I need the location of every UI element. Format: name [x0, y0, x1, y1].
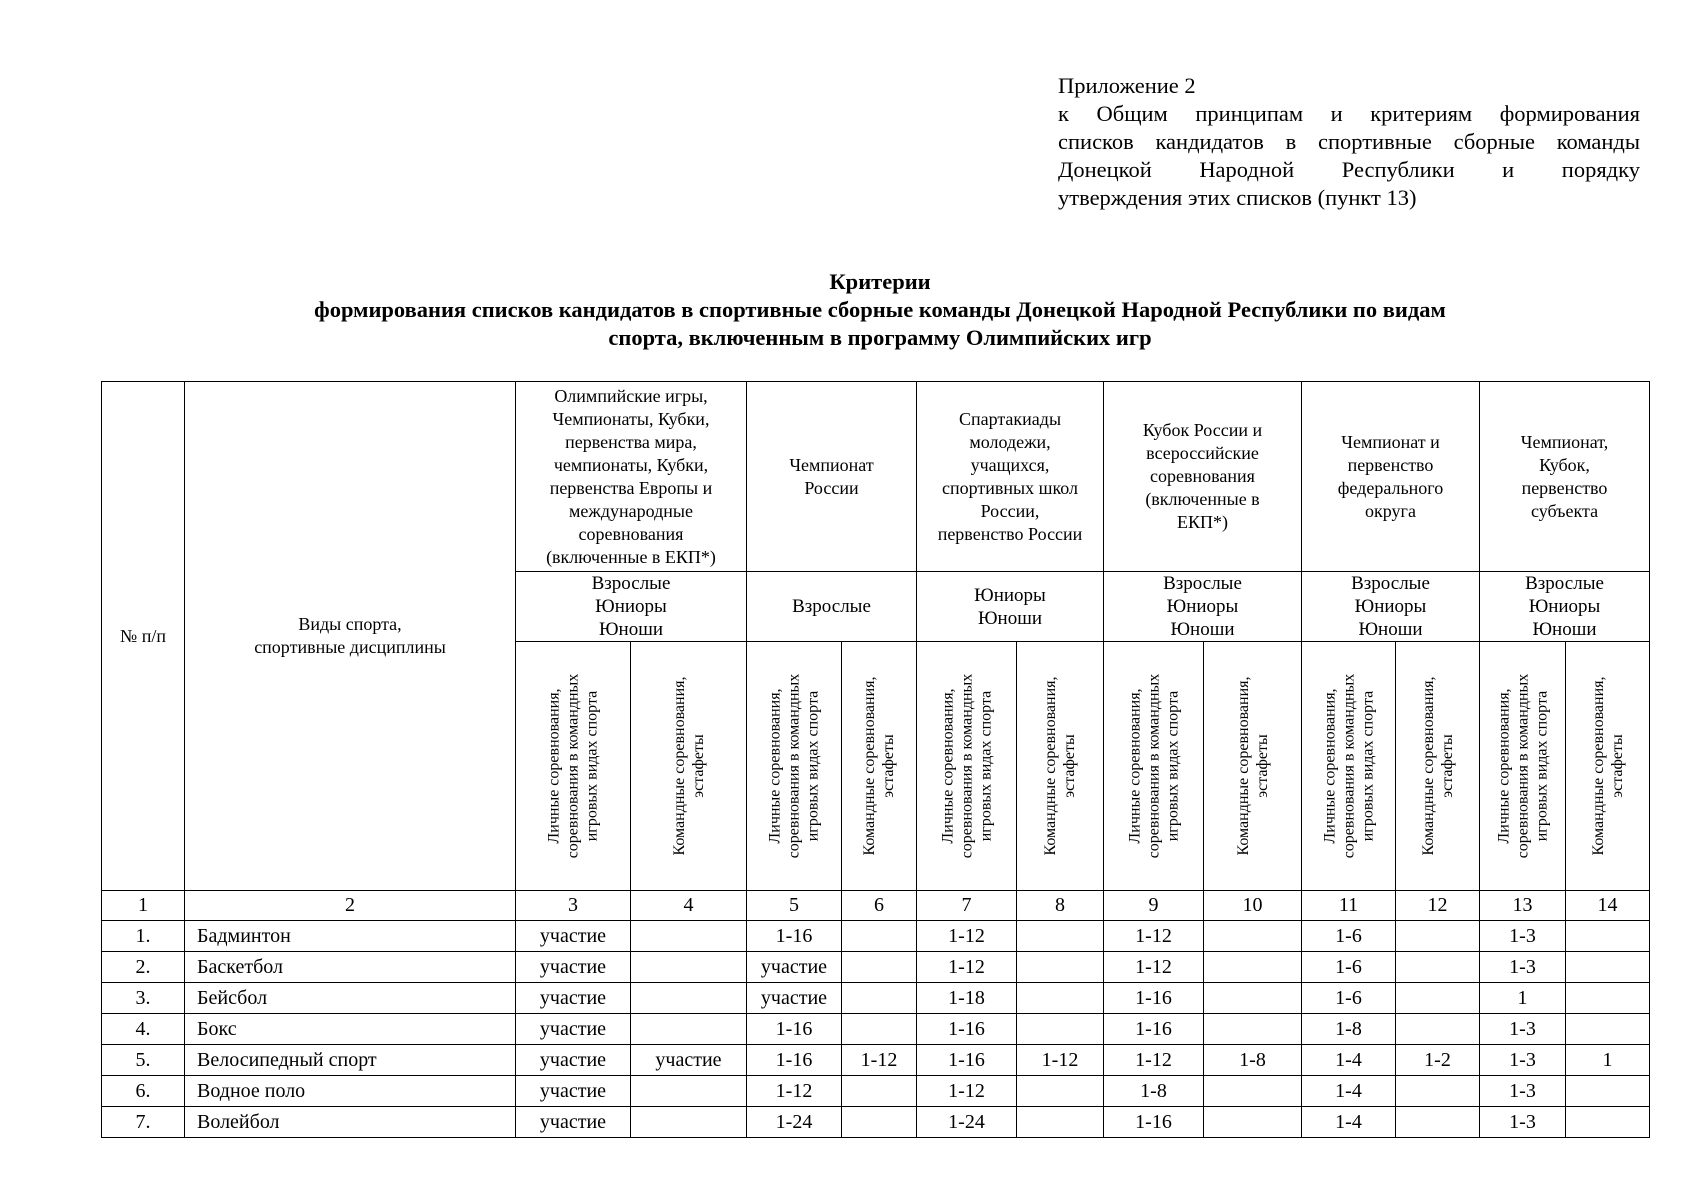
- age-label: Юноши: [1358, 619, 1423, 640]
- criteria-cell: [842, 983, 917, 1014]
- title-line: Критерии: [829, 269, 931, 294]
- row-number: 7.: [102, 1107, 185, 1138]
- personal-competition-header: [747, 642, 842, 891]
- header-line: соревнования: [1150, 466, 1255, 486]
- team-competition-header: [842, 642, 917, 891]
- criteria-cell: [631, 952, 747, 983]
- criteria-cell: [1566, 952, 1650, 983]
- age-group-cell: [1302, 572, 1480, 642]
- criteria-cell: [1204, 1107, 1302, 1138]
- criteria-cell: участие: [747, 983, 842, 1014]
- sport-name: Бейсбол: [185, 983, 516, 1014]
- column-number: 2: [185, 891, 516, 921]
- header-line: субъекта: [1530, 500, 1599, 521]
- row-number: 2.: [102, 952, 185, 983]
- sport-name: Баскетбол: [185, 952, 516, 983]
- column-number: 13: [1480, 891, 1566, 921]
- rotated-label: Командные соревнования, эстафеты: [1234, 676, 1271, 856]
- age-label: Взрослые: [1163, 573, 1242, 594]
- table-row: [102, 1107, 1650, 1138]
- criteria-cell: 1-8: [1204, 1045, 1302, 1076]
- group-header-spartakiad: [917, 382, 1104, 572]
- annex-line: к Общим принципам и критериям формирования: [1058, 101, 1640, 126]
- header-line: всероссийские: [1146, 443, 1259, 463]
- criteria-cell: [1566, 983, 1650, 1014]
- criteria-table: [101, 381, 1650, 1138]
- annex-line: Приложение 2: [1058, 73, 1196, 98]
- column-number: 10: [1204, 891, 1302, 921]
- criteria-cell: 1-4: [1302, 1076, 1396, 1107]
- rotated-label: Личные соревнования, соревнования в командных игровых видах спорта: [1495, 673, 1550, 859]
- column-number: 9: [1104, 891, 1204, 921]
- personal-competition-header: [1104, 642, 1204, 891]
- header-line: Олимпийские игры,: [554, 385, 708, 406]
- column-number: 3: [516, 891, 631, 921]
- criteria-cell: [1396, 921, 1480, 952]
- criteria-cell: участие: [516, 1045, 631, 1076]
- age-label: Юниоры: [974, 584, 1046, 606]
- criteria-cell: 1-16: [1104, 983, 1204, 1014]
- age-label: Взрослые: [1351, 573, 1430, 594]
- rotated-label: Командные соревнования, эстафеты: [861, 676, 897, 856]
- column-number: 4: [631, 891, 747, 921]
- title-line: формирования списков кандидатов в спортивные сборные команды Донецкой Народной Республики по видам: [314, 297, 1446, 322]
- criteria-cell: [1566, 1014, 1650, 1045]
- header-line: России: [804, 477, 859, 498]
- criteria-cell: [1566, 1107, 1650, 1138]
- header-line: Чемпионат и: [1341, 431, 1440, 452]
- criteria-cell: [1204, 1076, 1302, 1107]
- criteria-cell: 1-12: [917, 921, 1017, 952]
- table-row: [102, 952, 1650, 983]
- header-line: Виды спорта,: [298, 614, 402, 634]
- criteria-cell: [1017, 1076, 1104, 1107]
- sport-name: Велосипедный спорт: [185, 1045, 516, 1076]
- header-line: первенства Европы и: [549, 477, 713, 498]
- criteria-cell: [1204, 921, 1302, 952]
- header-line: спортивные дисциплины: [254, 637, 446, 657]
- group-header-subject: [1480, 382, 1650, 572]
- criteria-cell: 1-4: [1302, 1045, 1396, 1076]
- header-line: международные: [569, 500, 693, 521]
- table-row: [102, 921, 1650, 952]
- row-number: 5.: [102, 1045, 185, 1076]
- rotated-label: Личные соревнования, соревнования в командных игровых видах спорта: [545, 673, 601, 859]
- header-line: первенства мира,: [565, 431, 697, 452]
- criteria-cell: [631, 921, 747, 952]
- age-group-cell: [516, 572, 747, 642]
- age-label: Юниоры: [1528, 596, 1601, 617]
- criteria-cell: 1-6: [1302, 983, 1396, 1014]
- age-label: Юноши: [599, 619, 663, 640]
- criteria-cell: [1566, 1076, 1650, 1107]
- criteria-cell: 1-3: [1480, 952, 1566, 983]
- criteria-cell: [842, 921, 917, 952]
- criteria-cell: 1-16: [747, 921, 842, 952]
- criteria-cell: 1-24: [917, 1107, 1017, 1138]
- header-line: Чемпионат: [789, 454, 874, 475]
- header-line: первенство: [1521, 477, 1608, 498]
- rotated-label: Личные соревнования, соревнования в командных игровых видах спорта: [939, 673, 994, 859]
- criteria-cell: 1-8: [1302, 1014, 1396, 1045]
- criteria-cell: [1017, 983, 1104, 1014]
- header-line: молодежи,: [969, 431, 1051, 452]
- table-row: [102, 1045, 1650, 1076]
- column-number: 11: [1302, 891, 1396, 921]
- header-line: (включенные в ЕКП*): [546, 546, 716, 567]
- header-line: спортивных школ: [941, 477, 1079, 498]
- criteria-cell: 1-12: [1104, 952, 1204, 983]
- annex-line: утверждения этих списков (пункт 13): [1058, 185, 1417, 210]
- group-header-federal-district: [1302, 382, 1480, 572]
- criteria-cell: 1-16: [747, 1045, 842, 1076]
- criteria-cell: [1396, 1107, 1480, 1138]
- criteria-cell: 1-12: [1104, 1045, 1204, 1076]
- header-line: России,: [980, 500, 1040, 521]
- header-line: учащихся,: [970, 454, 1050, 475]
- criteria-cell: 1-12: [1104, 921, 1204, 952]
- criteria-cell: [842, 952, 917, 983]
- criteria-cell: [1017, 1107, 1104, 1138]
- title-line: спорта, включенным в программу Олимпийских игр: [608, 325, 1152, 350]
- age-group-cell: [1480, 572, 1650, 642]
- column-number: 7: [917, 891, 1017, 921]
- header-line: округа: [1365, 500, 1416, 521]
- header-line: федерального: [1337, 477, 1444, 498]
- criteria-cell: [1017, 921, 1104, 952]
- criteria-cell: участие: [516, 1107, 631, 1138]
- row-number: 4.: [102, 1014, 185, 1045]
- criteria-cell: 1-24: [747, 1107, 842, 1138]
- age-group-cell: [917, 572, 1104, 642]
- annex-note: [1058, 72, 1640, 212]
- criteria-cell: 1-3: [1480, 1107, 1566, 1138]
- criteria-cell: [631, 1076, 747, 1107]
- column-number: 8: [1017, 891, 1104, 921]
- age-label: Юноши: [1532, 619, 1597, 640]
- age-group-cell: [747, 572, 917, 642]
- criteria-cell: участие: [516, 952, 631, 983]
- team-competition-header: [1204, 642, 1302, 891]
- criteria-cell: 1-8: [1104, 1076, 1204, 1107]
- criteria-cell: 1-16: [917, 1014, 1017, 1045]
- criteria-cell: 1-12: [917, 952, 1017, 983]
- personal-competition-header: [1302, 642, 1396, 891]
- col-header-number: № п/п: [102, 382, 185, 891]
- row-number: 3.: [102, 983, 185, 1014]
- annex-line: Донецкой Народной Республики и порядку: [1058, 157, 1640, 182]
- column-number: 12: [1396, 891, 1480, 921]
- col-header-sport: [185, 382, 516, 891]
- criteria-cell: 1-16: [1104, 1107, 1204, 1138]
- column-number: 1: [102, 891, 185, 921]
- criteria-cell: [1396, 983, 1480, 1014]
- criteria-cell: [631, 1014, 747, 1045]
- criteria-cell: 1-16: [747, 1014, 842, 1045]
- column-number: 5: [747, 891, 842, 921]
- criteria-cell: [631, 1107, 747, 1138]
- criteria-cell: 1-12: [917, 1076, 1017, 1107]
- rotated-label: Личные соревнования, соревнования в командных игровых видах спорта: [1126, 673, 1181, 859]
- document-title: [100, 268, 1660, 352]
- criteria-cell: 1-12: [842, 1045, 917, 1076]
- table-row: [102, 1014, 1650, 1045]
- criteria-cell: [842, 1076, 917, 1107]
- age-label: Юниоры: [595, 596, 667, 617]
- group-header-international: [516, 382, 747, 572]
- rotated-label: Командные соревнования, эстафеты: [1042, 676, 1078, 856]
- annex-line: списков кандидатов в спортивные сборные команды: [1058, 129, 1640, 154]
- rotated-label: Личные соревнования, соревнования в командных игровых видах спорта: [766, 673, 822, 859]
- criteria-cell: [842, 1107, 917, 1138]
- criteria-cell: 1: [1566, 1045, 1650, 1076]
- criteria-cell: 1-3: [1480, 1045, 1566, 1076]
- criteria-cell: [1017, 952, 1104, 983]
- header-line: Кубок,: [1539, 454, 1590, 475]
- age-label: Взрослые: [792, 596, 871, 617]
- criteria-cell: 1-6: [1302, 921, 1396, 952]
- criteria-cell: участие: [516, 1076, 631, 1107]
- team-competition-header: [1566, 642, 1650, 891]
- team-competition-header: [1017, 642, 1104, 891]
- header-line: чемпионаты, Кубки,: [553, 454, 709, 475]
- group-header-russia-championship: [747, 382, 917, 572]
- header-line: Кубок России и: [1142, 420, 1263, 440]
- header-line: Чемпионаты, Кубки,: [552, 408, 710, 429]
- criteria-cell: 1-12: [1017, 1045, 1104, 1076]
- criteria-cell: участие: [516, 1014, 631, 1045]
- rotated-label: Командные соревнования, эстафеты: [670, 676, 707, 856]
- sport-name: Бадминтон: [185, 921, 516, 952]
- criteria-cell: [1204, 983, 1302, 1014]
- criteria-cell: 1-12: [747, 1076, 842, 1107]
- row-number: 1.: [102, 921, 185, 952]
- criteria-cell: [1204, 1014, 1302, 1045]
- criteria-cell: 1: [1480, 983, 1566, 1014]
- age-label: Юниоры: [1354, 596, 1427, 617]
- criteria-cell: 1-2: [1396, 1045, 1480, 1076]
- criteria-cell: 1-3: [1480, 1076, 1566, 1107]
- personal-competition-header: [516, 642, 631, 891]
- sport-name: Водное поло: [185, 1076, 516, 1107]
- header-line: Спартакиады: [958, 408, 1062, 429]
- criteria-cell: 1-16: [917, 1045, 1017, 1076]
- criteria-cell: 1-6: [1302, 952, 1396, 983]
- age-group-cell: [1104, 572, 1302, 642]
- age-label: Взрослые: [1525, 573, 1604, 594]
- header-line: Чемпионат,: [1520, 431, 1609, 452]
- criteria-cell: 1-3: [1480, 921, 1566, 952]
- header-line: первенство: [1347, 454, 1434, 475]
- group-header-russia-cup: [1104, 382, 1302, 572]
- header-line: ЕКП*): [1177, 512, 1228, 532]
- criteria-cell: участие: [631, 1045, 747, 1076]
- criteria-cell: [1204, 952, 1302, 983]
- criteria-cell: [1396, 1076, 1480, 1107]
- criteria-cell: 1-3: [1480, 1014, 1566, 1045]
- criteria-cell: [1396, 952, 1480, 983]
- criteria-cell: [1566, 921, 1650, 952]
- sport-name: Бокс: [185, 1014, 516, 1045]
- rotated-label: Командные соревнования, эстафеты: [1589, 676, 1626, 856]
- table-row: [102, 1076, 1650, 1107]
- criteria-cell: 1-18: [917, 983, 1017, 1014]
- header-line: первенство России: [937, 523, 1083, 544]
- criteria-cell: участие: [516, 921, 631, 952]
- column-number: 14: [1566, 891, 1650, 921]
- age-label: Юноши: [1170, 619, 1235, 640]
- criteria-cell: [1396, 1014, 1480, 1045]
- header-line: соревнования: [578, 523, 684, 544]
- age-label: Юноши: [978, 607, 1042, 629]
- criteria-cell: 1-4: [1302, 1107, 1396, 1138]
- criteria-cell: [842, 1014, 917, 1045]
- sport-name: Волейбол: [185, 1107, 516, 1138]
- criteria-cell: [1017, 1014, 1104, 1045]
- criteria-cell: [631, 983, 747, 1014]
- criteria-cell: 1-16: [1104, 1014, 1204, 1045]
- row-number: 6.: [102, 1076, 185, 1107]
- personal-competition-header: [1480, 642, 1566, 891]
- criteria-cell: участие: [516, 983, 631, 1014]
- age-label: Взрослые: [591, 573, 671, 594]
- rotated-label: Командные соревнования, эстафеты: [1419, 676, 1456, 856]
- criteria-cell: участие: [747, 952, 842, 983]
- age-label: Юниоры: [1166, 596, 1239, 617]
- team-competition-header: [1396, 642, 1480, 891]
- table-row: [102, 983, 1650, 1014]
- rotated-label: Личные соревнования, соревнования в командных игровых видах спорта: [1321, 673, 1376, 859]
- team-competition-header: [631, 642, 747, 891]
- header-line: (включенные в: [1145, 489, 1260, 509]
- column-number: 6: [842, 891, 917, 921]
- personal-competition-header: [917, 642, 1017, 891]
